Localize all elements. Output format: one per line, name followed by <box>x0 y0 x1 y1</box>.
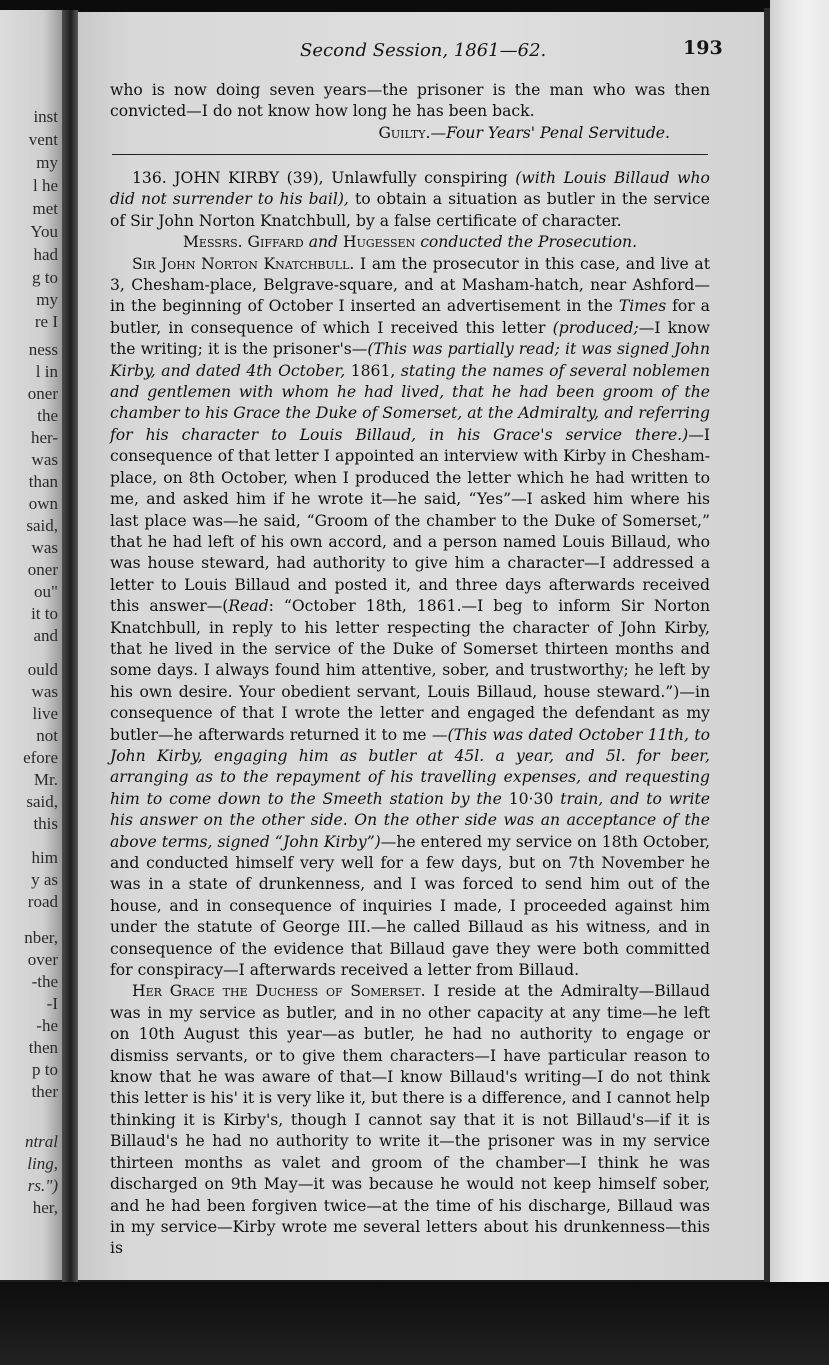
w1-italic-6: —(This was dated October 11th, to John Kirby, engaging him as butler at 45l. a year, and 5l. for beer, arranging as to the repayment of his travelling expenses, and requesting him to come down to the Smeeth station by the <box>110 725 710 808</box>
carryover-block <box>110 80 710 144</box>
left-page-fragment: ling, <box>27 1154 58 1173</box>
left-page-fragment: l in <box>35 362 58 381</box>
witness-1-paragraph <box>110 254 710 982</box>
running-title: Second Session, 1861—62. <box>300 40 547 61</box>
left-page-fragment: it to <box>31 604 58 623</box>
left-page-fragment: re I <box>34 312 58 331</box>
w1-italic-5: Read <box>228 597 269 616</box>
verdict-line <box>110 123 710 144</box>
left-page-fragment: her, <box>32 1198 58 1217</box>
case-block <box>110 168 710 1260</box>
left-facing-page <box>0 10 62 1280</box>
case-charge-b: to obtain a situation as butler in the service of Sir John Norton Knatchbull, by a false certificate of character. <box>110 190 710 230</box>
left-page-fragment: had <box>33 245 58 264</box>
left-page-fragment: efore <box>23 748 58 767</box>
case-defendant: JOHN KIRBY (39), <box>174 169 324 187</box>
left-page-fragment: ou" <box>34 582 58 601</box>
left-page-fragment: y as <box>31 870 58 889</box>
left-page-fragment: than <box>28 472 58 491</box>
left-page-fragment: my <box>36 153 58 172</box>
bottom-scan-edge <box>0 1282 829 1365</box>
counsel-line <box>110 232 710 253</box>
case-charge-italic: (with Louis Billaud who did not surrender to his bail), <box>110 169 710 209</box>
w1-text-1: I am the prosecutor in this case, and live at 3, Chesham-place, Belgrave-square, and at Masham-hatch, near Ashford—in the beginning of October I inserted an advertisement in the <box>110 254 710 316</box>
w1-text-5: —I consequence of that letter I appointed an interview with Kirby in Chesham-place, on 8th October, when I produced the letter which he had written to me, and asked him if he wrote it—he said, “Yes”—I asked him where his last place was—he said, “Groom of the chamber to the Duke of Somerset,” that he had left of his own accord, and a person named Louis Billaud, who was house steward, had authority to give him a character—I addressed a letter to Louis Billaud and posted it, and three days afterwards received this answer—( <box>110 425 710 616</box>
left-page-fragment: -I <box>46 994 58 1013</box>
carryover-text: who is now doing seven years—the prisoner is the man who was then convicted—I do not know how long he has been back. <box>110 81 710 121</box>
left-page-fragment: road <box>27 892 58 911</box>
counsel-b: and <box>308 233 339 252</box>
left-page-fragment: her- <box>30 428 58 447</box>
left-page-fragment: was <box>31 538 58 557</box>
page-number: 193 <box>683 37 723 59</box>
left-page-fragment: this <box>33 814 58 833</box>
left-page-fragment: met <box>32 199 58 218</box>
left-page-fragment: Mr. <box>33 770 58 789</box>
w1-text-8: —he entered my service on 18th October, and conducted himself very well for a few days, but on 7th November he was in a state of drunkenness, and I was forced to send him out of the house, and in consequence of inquiries I made, I proceeded against him under the statute of George III.—he called Billaud as his witness, and in consequence of the evidence that Billaud gave they were both committed for conspiracy—I afterwards received a letter from Billaud. <box>110 832 710 980</box>
left-page-fragment: and <box>33 626 58 645</box>
left-page-fragment: oner <box>27 560 58 579</box>
w1-italic-3: (This was partially read; it was signed John Kirby, and dated 4th October, <box>110 340 710 380</box>
section-rule <box>112 154 708 155</box>
counsel-d: conducted the Prosecution. <box>420 233 638 252</box>
left-page-fragment: p to <box>32 1060 58 1079</box>
counsel-a: Messrs. Giffard <box>182 233 304 252</box>
left-page-fragment: ntral <box>24 1132 58 1151</box>
w1-text-3: —I know the writing; it is the prisoner's— <box>110 318 710 359</box>
left-page-fragment: was <box>31 450 58 469</box>
witness-1-name: Sir John Norton Knatchbull. <box>132 254 355 273</box>
left-page-fragment: said, <box>26 792 58 811</box>
left-page-fragment: my <box>36 290 58 309</box>
right-scan-margin <box>770 0 829 1365</box>
w1-italic-4: stating the names of several noblemen and gentlemen with whom he had lived, that he had been groom of the chamber to his Grace the Duke of Somerset, at the Admiralty, and referring for his character to Louis Billaud, in his Grace's service there.) <box>110 361 710 444</box>
left-page-fragment: live <box>32 704 58 723</box>
w2-text: I reside at the Admiralty—Billaud was in my service as butler, and in no other capacity at any time—he left on 10th August this year—as butler, he had no authority to engage or dismiss servants, or to give them characters—I have particular reason to know that he was aware of that—I know Billaud's writing—I do not think this letter is his' it is very like it, but there is a difference, and I cannot help thinking it is Kirby's, though I cannot say that it is not Billaud's—if it is Billaud's he had no authority to write it—the prisoner was in my service thirteen months as valet and groom of the chamber—I think he was discharged on 9th May—it was because he would not keep himself sober, and he had been forgiven twice—at the time of his discharge, Billaud was in my service—Kirby wrote me several letters about his drunkenness—this is <box>110 982 710 1258</box>
left-page-fragment: oner <box>27 384 58 403</box>
w1-text-6: : “October 18th, 1861.—I beg to inform Sir Norton Knatchbull, in reply to his letter respecting the character of John Kirby, that he lived in the service of the Duke of Somerset thirteen months and some days. I always found him attentive, sober, and trustworthy; he left by his own desire. Your obedient servant, Louis Billaud, house steward.”)—in consequence of that I wrote the letter and engaged the defendant as my butler—he afterwards returned it to me <box>110 597 711 744</box>
left-page-fragment: rs.") <box>27 1176 58 1195</box>
verdict-label: Guilty. <box>378 123 431 142</box>
case-charge-a: Unlawfully conspiring <box>331 169 508 187</box>
w1-italic-2: (produced; <box>552 318 639 337</box>
w1-text-4: 1861, <box>350 361 396 380</box>
verdict-sentence: —Four Years' Penal Servitude. <box>430 123 670 142</box>
left-page-fragment: over <box>27 950 58 969</box>
case-heading <box>110 168 710 232</box>
left-page-fragment: own <box>28 494 58 513</box>
left-page-fragment: g to <box>32 268 58 287</box>
w1-text-2: for a butler, in consequence of which I received this letter <box>110 297 710 337</box>
w1-italic-7: train, and to write his answer on the other side. On the other side was an acceptance of the above terms, signed “John Kirby”) <box>110 789 710 851</box>
left-page-fragment: then <box>28 1038 58 1057</box>
w1-italic-1: Times <box>618 297 667 316</box>
witness-2-paragraph <box>110 981 710 1259</box>
counsel-c: Hugessen <box>342 233 416 252</box>
left-page-fragment: vent <box>28 130 58 149</box>
left-page-fragment: said, <box>26 516 58 535</box>
left-page-fragment: was <box>31 682 58 701</box>
left-page-fragment: him <box>31 848 58 867</box>
left-page-fragment: the <box>37 406 58 425</box>
left-page-fragment: ness <box>28 340 58 359</box>
left-page-fragment: You <box>30 222 58 241</box>
witness-2-name: Her Grace the Duchess of Somerset. <box>132 982 426 1001</box>
left-page-fragment: ther <box>31 1082 58 1101</box>
book-gutter <box>62 10 78 1285</box>
left-page-fragment: -he <box>36 1016 58 1035</box>
left-page-fragment: l he <box>32 176 58 195</box>
w1-text-7: 10·30 <box>508 789 554 808</box>
left-page-fragment: inst <box>33 107 58 126</box>
case-number: 136. <box>132 169 167 187</box>
left-page-fragment: ould <box>27 660 58 679</box>
left-page-fragment: nber, <box>24 928 58 947</box>
left-page-fragment: -the <box>31 972 58 991</box>
left-page-fragment: not <box>36 726 58 745</box>
